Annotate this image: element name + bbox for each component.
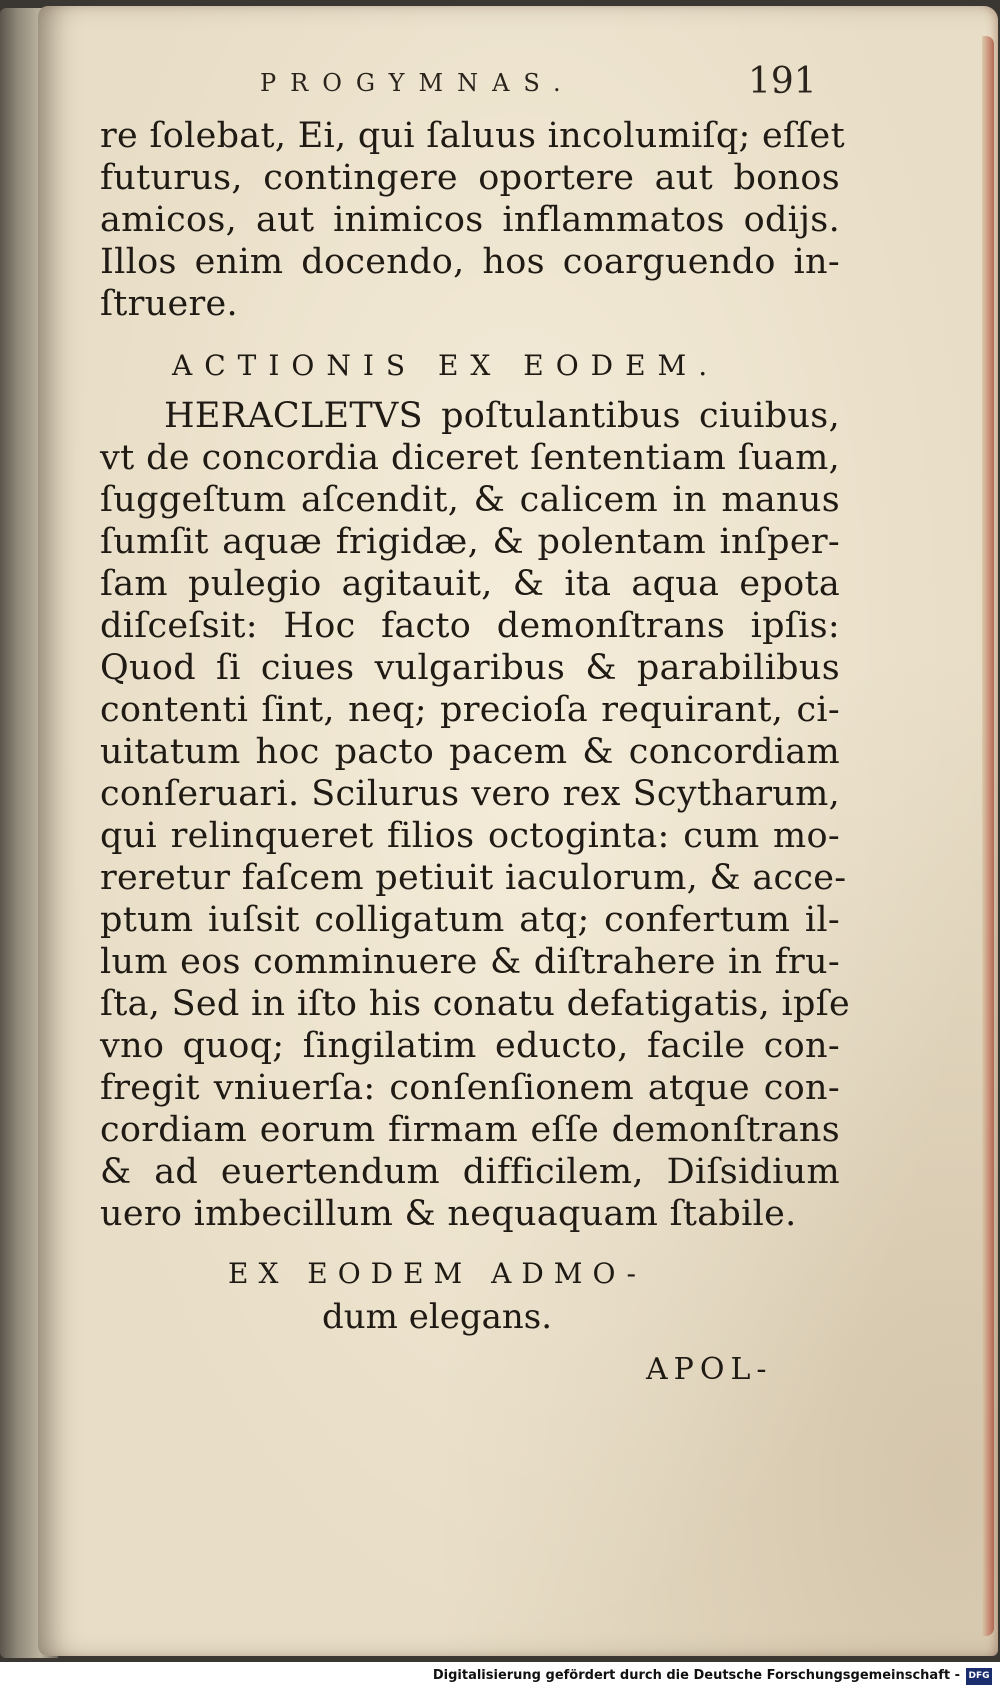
text-line: diſceſsit: Hoc facto demonſtrans ipſis: xyxy=(100,606,840,646)
book-page xyxy=(38,6,998,1656)
paragraph-1 xyxy=(100,115,845,325)
text-line: uitatum hoc pacto pacem & concordiam xyxy=(100,732,840,772)
page-header xyxy=(100,61,840,115)
running-head: PROGYMNAS. xyxy=(260,69,575,97)
text-line: ptum iuſsit colligatum atq; confertum il- xyxy=(100,900,840,940)
text-line: conſeruari. Scilurus vero rex Scytharum, xyxy=(100,774,840,814)
text-line: vt de concordia diceret ſententiam ſuam, xyxy=(100,438,840,478)
section-heading: EX EODEM ADMO- xyxy=(228,1257,646,1290)
text-line: Quod ſi ciues vulgaribus & parabilibus xyxy=(100,648,840,688)
text-line: re ſolebat, Ei, qui ſaluus incolumiſq; eſſet xyxy=(100,116,845,156)
text-line: ſuggeſtum aſcendit, & calicem in manus xyxy=(100,480,840,520)
text-block xyxy=(100,61,850,1395)
text-line: ſta, Sed in iſto his conatu defatigatis, ipſe xyxy=(100,984,850,1024)
text-line: futurus, contingere oportere aut bonos xyxy=(100,158,840,198)
catchword: APOL- xyxy=(646,1352,773,1387)
page-number: 191 xyxy=(748,61,817,102)
section-subheading: dum elegans. xyxy=(322,1297,553,1337)
text-line: cordiam eorum firmam eſſe demonſtrans xyxy=(100,1110,840,1150)
text-line: qui relinqueret filios octoginta: cum mo- xyxy=(100,816,840,856)
dfg-logo-icon: DFG xyxy=(966,1668,992,1685)
footer-bar xyxy=(0,1662,1000,1692)
text-line: uero imbecillum & nequaquam ſtabile. xyxy=(100,1194,797,1234)
funding-credit: Digitalisierung gefördert durch die Deutsche Forschungsgemeinschaft - xyxy=(432,1668,960,1683)
page-fore-edge xyxy=(982,36,994,1636)
text-line: & ad euertendum difficilem, Diſsidium xyxy=(100,1152,840,1192)
text-line: ſam pulegio agitauit, & ita aqua epota xyxy=(100,564,840,604)
text-line: amicos, aut inimicos inflammatos odijs. xyxy=(100,200,840,240)
paragraph-2 xyxy=(100,395,850,1235)
text-line: contenti ſint, neq; precioſa requirant, ci- xyxy=(100,690,840,730)
text-line: reretur faſcem petiuit iaculorum, & acce- xyxy=(100,858,847,898)
section-heading: ACTIONIS EX EODEM. xyxy=(172,349,720,382)
text-line: Illos enim docendo, hos coarguendo in- xyxy=(100,242,840,282)
text-line: vno quoq; ſingilatim educto, facile con- xyxy=(100,1026,840,1066)
text-line: lum eos comminuere & diſtrahere in fru- xyxy=(100,942,840,982)
text-line: HERACLETVS poſtulantibus ciuibus, xyxy=(164,396,840,436)
text-line: ſumſit aquæ frigidæ, & polentam inſper- xyxy=(100,522,840,562)
text-line: ſtruere. xyxy=(100,284,238,324)
text-line: fregit vniuerſa: conſenſionem atque con- xyxy=(100,1068,840,1108)
